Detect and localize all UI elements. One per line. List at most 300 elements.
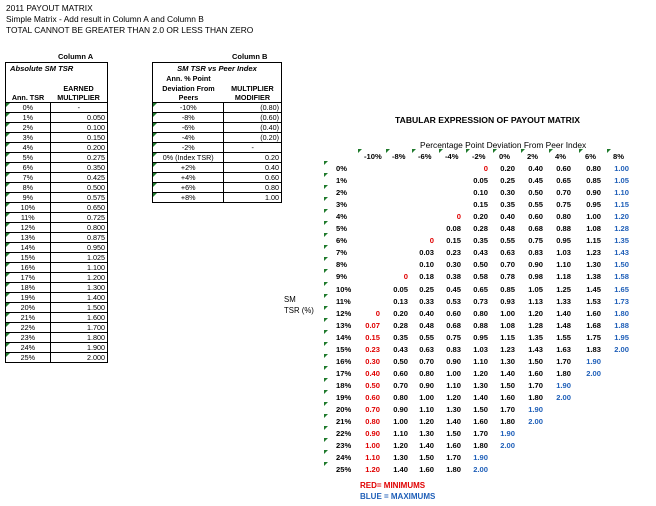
- matrix-cell: 0.60: [365, 392, 380, 402]
- matrix-row-label: 10%: [336, 284, 352, 294]
- matrix-cell: 1.63: [556, 344, 571, 354]
- matrix-cell: 1.25: [556, 284, 571, 294]
- matrix-cell: 1.90: [586, 356, 601, 366]
- matrix-cell: 0.78: [500, 272, 515, 282]
- matrix-cell: 0: [456, 212, 461, 222]
- column-a-multiplier: 1.500: [50, 303, 107, 313]
- matrix-cell: 0.35: [500, 200, 515, 210]
- matrix-column-header: -2%: [472, 152, 486, 161]
- matrix-cell: 1.23: [500, 344, 515, 354]
- column-b-deviation-header: Deviation From: [153, 84, 224, 93]
- column-b-peers-header: Peers: [153, 93, 224, 103]
- matrix-cell: 1.15: [586, 236, 601, 246]
- matrix-cell: 0.48: [500, 224, 515, 234]
- matrix-cell: 1.28: [614, 224, 629, 234]
- matrix-column-header: 6%: [585, 152, 596, 161]
- column-a-tsr: 2%: [6, 123, 51, 133]
- legend-blue: BLUE = MAXIMUMS: [360, 492, 436, 501]
- matrix-cell: 0.30: [365, 356, 380, 366]
- column-a-multiplier: 0.875: [50, 233, 107, 243]
- column-b-deviation: -10%: [153, 103, 224, 113]
- matrix-cell: 1.08: [586, 224, 601, 234]
- matrix-cell: 1.10: [473, 356, 488, 366]
- matrix-row-label: 20%: [336, 405, 352, 414]
- column-a-multiplier: 2.000: [50, 353, 107, 363]
- column-a-tsr: 16%: [6, 263, 51, 273]
- matrix-row-label: 0%: [336, 164, 347, 173]
- column-a-earned: EARNED: [50, 84, 107, 93]
- matrix-row-label: 16%: [336, 356, 352, 366]
- matrix-cell: 1.05: [528, 284, 543, 294]
- column-a-tsr: 3%: [6, 133, 51, 143]
- matrix-row-label: 21%: [336, 417, 352, 427]
- matrix-cell: 1.00: [614, 164, 629, 173]
- column-a-multiplier: 1.300: [50, 283, 107, 293]
- matrix-column-header: -10%: [364, 152, 382, 161]
- matrix-cell: 1.70: [446, 453, 461, 463]
- matrix-cell: 1.30: [393, 453, 408, 463]
- column-a-row: [6, 313, 108, 323]
- matrix-cell: 1.33: [556, 296, 571, 306]
- matrix-cell: 1.10: [556, 260, 571, 270]
- column-b-table: [152, 62, 282, 203]
- matrix-cell: 0.95: [586, 200, 601, 210]
- column-a-heading: Absolute SM TSR: [6, 63, 108, 74]
- matrix-column-header: 8%: [613, 152, 624, 161]
- matrix-cell: 2.00: [586, 368, 601, 378]
- matrix-cell: 1.20: [393, 441, 408, 451]
- matrix-cell: 1.95: [614, 332, 629, 342]
- column-a-row: [6, 193, 108, 203]
- matrix-cell: 0.20: [473, 212, 488, 222]
- matrix-column-header: 2%: [527, 152, 538, 161]
- column-a-row: [6, 233, 108, 243]
- matrix-cell: 1.83: [586, 344, 601, 354]
- matrix-row-label: 22%: [336, 429, 352, 439]
- matrix-cell: 1.45: [586, 284, 601, 294]
- matrix-row-label: 3%: [336, 200, 347, 210]
- matrix-cell: 0.30: [446, 260, 461, 270]
- column-b-heading: SM TSR vs Peer Index: [153, 63, 282, 74]
- matrix-cell: 1.00: [393, 417, 408, 427]
- matrix-cell: 0.83: [446, 344, 461, 354]
- matrix-cell: 0: [375, 308, 380, 318]
- column-a-tsr: 4%: [6, 143, 51, 153]
- column-b-deviation: +8%: [153, 193, 224, 203]
- matrix-cell: 0.28: [393, 320, 408, 330]
- matrix-cell: 1.90: [556, 380, 571, 390]
- matrix-cell: 1.68: [586, 320, 601, 330]
- column-a-tsr-header: Ann. TSR: [6, 93, 51, 103]
- column-a-tsr: 5%: [6, 153, 51, 163]
- matrix-cell: 0.25: [419, 284, 434, 294]
- matrix-cell: 0.90: [528, 260, 543, 270]
- column-a-row: [6, 343, 108, 353]
- matrix-cell: 0.50: [393, 356, 408, 366]
- column-a-multiplier: 0.150: [50, 133, 107, 143]
- column-a-row: [6, 183, 108, 193]
- matrix-row-label: 5%: [336, 224, 347, 234]
- matrix-cell: 0.10: [419, 260, 434, 270]
- column-b-row: [153, 193, 282, 203]
- matrix-cell: 0.55: [500, 236, 515, 246]
- matrix-cell: 0.15: [365, 332, 380, 342]
- matrix-cell: 1.20: [528, 308, 543, 318]
- matrix-cell: 0.80: [556, 212, 571, 222]
- matrix-cell: 0.70: [500, 260, 515, 270]
- column-b-modifier: (0.40): [224, 123, 282, 133]
- matrix-cell: 1.43: [614, 248, 629, 258]
- matrix-cell: 0.13: [393, 296, 408, 306]
- matrix-cell: 1.50: [473, 405, 488, 414]
- matrix-cell: 0.68: [528, 224, 543, 234]
- column-b-deviation: -8%: [153, 113, 224, 123]
- matrix-cell: 1.30: [586, 260, 601, 270]
- matrix-cell: 0.83: [528, 248, 543, 258]
- matrix-cell: 1.50: [500, 380, 515, 390]
- matrix-cell: 1.60: [446, 441, 461, 451]
- column-a-tsr: 18%: [6, 283, 51, 293]
- matrix-cell: 0.07: [365, 320, 380, 330]
- matrix-cell: 1.35: [614, 236, 629, 246]
- column-a-row: [6, 273, 108, 283]
- matrix-cell: 1.58: [614, 272, 629, 282]
- matrix-cell: 1.10: [365, 453, 380, 463]
- column-a-row: [6, 283, 108, 293]
- column-b-modifier: 1.00: [224, 193, 282, 203]
- column-b-row: [153, 133, 282, 143]
- matrix-cell: 0.95: [556, 236, 571, 246]
- column-a-multiplier: 1.700: [50, 323, 107, 333]
- matrix-cell: 1.30: [446, 405, 461, 414]
- column-a-tsr: 24%: [6, 343, 51, 353]
- matrix-row-label: 2%: [336, 188, 347, 198]
- column-a-multiplier: 1.200: [50, 273, 107, 283]
- column-b-deviation: +6%: [153, 183, 224, 193]
- column-b-deviation: +4%: [153, 173, 224, 183]
- matrix-cell: 0.80: [586, 164, 601, 173]
- matrix-cell: 1.20: [446, 392, 461, 402]
- matrix-cell: 1.40: [446, 417, 461, 427]
- column-b-deviation: -6%: [153, 123, 224, 133]
- legend-red: RED= MINIMUMS: [360, 481, 426, 490]
- column-a-tsr: 7%: [6, 173, 51, 183]
- matrix-cell: 1.20: [419, 417, 434, 427]
- column-a-tsr: 0%: [6, 103, 51, 113]
- matrix-cell: 2.00: [556, 392, 571, 402]
- column-a-tsr: 22%: [6, 323, 51, 333]
- matrix-cell: 1.00: [419, 392, 434, 402]
- matrix-cell: 0.10: [473, 188, 488, 198]
- matrix-cell: 0.43: [473, 248, 488, 258]
- column-a-tsr: 15%: [6, 253, 51, 263]
- matrix-cell: 0.90: [393, 405, 408, 414]
- matrix-cell: 1.20: [365, 465, 380, 475]
- matrix-cell: 0.40: [500, 212, 515, 222]
- matrix-cell: 0.23: [446, 248, 461, 258]
- matrix-cell: 0.80: [419, 368, 434, 378]
- matrix-cell: 1.55: [556, 332, 571, 342]
- column-b-modifier: 0.80: [224, 183, 282, 193]
- matrix-cell: 1.20: [614, 212, 629, 222]
- matrix-cell: 0.98: [528, 272, 543, 282]
- matrix-column-header: -4%: [445, 152, 459, 161]
- matrix-cell: 0.25: [500, 176, 515, 186]
- matrix-cell: 0.68: [446, 320, 461, 330]
- matrix-cell: 1.20: [473, 368, 488, 378]
- matrix-cell: 1.40: [419, 441, 434, 451]
- matrix-cell: 1.03: [556, 248, 571, 258]
- matrix-row-label: 6%: [336, 236, 347, 246]
- column-a-row: [6, 113, 108, 123]
- matrix-row-label: 14%: [336, 332, 352, 342]
- column-a-row: [6, 303, 108, 313]
- matrix-cell: 1.10: [446, 380, 461, 390]
- matrix-cell: 1.60: [586, 308, 601, 318]
- matrix-subtitle: Percentage Point Deviation From Peer Index: [420, 140, 587, 150]
- matrix-cell: 0.23: [365, 344, 380, 354]
- matrix-row-label: 13%: [336, 320, 352, 330]
- matrix-cell: 1.13: [528, 296, 543, 306]
- matrix-cell: 0.55: [419, 332, 434, 342]
- matrix-cell: 0.80: [365, 417, 380, 427]
- matrix-cell: 1.80: [528, 392, 543, 402]
- matrix-cell: 0.40: [419, 308, 434, 318]
- matrix-cell: 1.05: [614, 176, 629, 186]
- matrix-column-header: 0%: [499, 152, 510, 161]
- column-a-tsr: 8%: [6, 183, 51, 193]
- matrix-cell: 0.75: [556, 200, 571, 210]
- matrix-cell: 1.03: [473, 344, 488, 354]
- matrix-cell: 1.75: [586, 332, 601, 342]
- matrix-cell: 0.05: [473, 176, 488, 186]
- column-b-modifier: 0.60: [224, 173, 282, 183]
- matrix-cell: 1.70: [528, 380, 543, 390]
- matrix-cell: 1.00: [586, 212, 601, 222]
- doc-constraint: TOTAL CANNOT BE GREATER THAN 2.0 OR LESS THAN ZERO: [6, 25, 254, 35]
- matrix-side-label-sm: SM: [284, 295, 296, 304]
- matrix-cell: 0.60: [528, 212, 543, 222]
- matrix-cell: 0.80: [393, 392, 408, 402]
- matrix-cell: 1.50: [528, 356, 543, 366]
- matrix-cell: 1.30: [419, 429, 434, 439]
- column-a-multiplier: -: [50, 103, 107, 113]
- matrix-cell: 0.20: [393, 308, 408, 318]
- matrix-cell: 0.35: [393, 332, 408, 342]
- matrix-cell: 1.10: [419, 405, 434, 414]
- matrix-column-header: -6%: [418, 152, 432, 161]
- column-a-multiplier: 0.650: [50, 203, 107, 213]
- column-a-tsr: 20%: [6, 303, 51, 313]
- column-a-row: [6, 223, 108, 233]
- column-b-row: [153, 163, 282, 173]
- matrix-cell: 0: [403, 272, 408, 282]
- column-a-row: [6, 263, 108, 273]
- matrix-cell: 1.40: [556, 308, 571, 318]
- matrix-cell: 0.63: [500, 248, 515, 258]
- matrix-cell: 1.70: [500, 405, 515, 414]
- column-b-row: [153, 173, 282, 183]
- column-a-label: Column A: [58, 52, 94, 61]
- matrix-cell: 0.15: [446, 236, 461, 246]
- matrix-cell: 1.00: [500, 308, 515, 318]
- matrix-cell: 0.48: [419, 320, 434, 330]
- matrix-cell: 2.00: [500, 441, 515, 451]
- matrix-cell: 0.70: [419, 356, 434, 366]
- matrix-cell: 0: [429, 236, 434, 246]
- matrix-cell: 0.53: [446, 296, 461, 306]
- matrix-cell: 1.35: [528, 332, 543, 342]
- matrix-row-label: 24%: [336, 453, 352, 463]
- matrix-cell: 0.58: [473, 272, 488, 282]
- matrix-cell: 1.30: [473, 380, 488, 390]
- matrix-cell: 1.00: [446, 368, 461, 378]
- column-a-row: [6, 143, 108, 153]
- matrix-row-label: 15%: [336, 344, 352, 354]
- matrix-cell: 1.15: [614, 200, 629, 210]
- column-b-multiplier-header: MULTIPLIER: [224, 84, 282, 93]
- matrix-cell: 1.88: [614, 320, 629, 330]
- matrix-cell: 1.60: [419, 465, 434, 475]
- column-a-multiplier: 1.600: [50, 313, 107, 323]
- matrix-row-label: 17%: [336, 368, 352, 378]
- matrix-cell: 1.43: [528, 344, 543, 354]
- matrix-cell: 0.65: [556, 176, 571, 186]
- column-a-row: [6, 103, 108, 113]
- column-a-multiplier: 0.500: [50, 183, 107, 193]
- column-b-row: [153, 113, 282, 123]
- column-b-modifier: (0.60): [224, 113, 282, 123]
- matrix-cell: 1.65: [614, 284, 629, 294]
- matrix-cell: 0.70: [393, 380, 408, 390]
- matrix-cell: 0.95: [473, 332, 488, 342]
- matrix-cell: 0.50: [365, 380, 380, 390]
- matrix-cell: 1.80: [500, 417, 515, 427]
- matrix-cell: 0.70: [365, 405, 380, 414]
- matrix-cell: 1.40: [473, 392, 488, 402]
- column-a-multiplier: 0.350: [50, 163, 107, 173]
- column-a-tsr: 19%: [6, 293, 51, 303]
- matrix-cell: 0.80: [473, 308, 488, 318]
- matrix-cell: 0.43: [393, 344, 408, 354]
- column-a-multiplier: 1.400: [50, 293, 107, 303]
- matrix-cell: 1.60: [528, 368, 543, 378]
- matrix-cell: 1.28: [528, 320, 543, 330]
- column-a-multiplier: 0.050: [50, 113, 107, 123]
- column-a-tsr: 6%: [6, 163, 51, 173]
- column-a-row: [6, 243, 108, 253]
- matrix-cell: 0.60: [393, 368, 408, 378]
- column-a-tsr: 10%: [6, 203, 51, 213]
- column-b-deviation: 0% (Index TSR): [153, 153, 224, 163]
- column-a-row: [6, 203, 108, 213]
- matrix-cell: 1.60: [473, 417, 488, 427]
- matrix-cell: 0.45: [528, 176, 543, 186]
- matrix-cell: 1.53: [586, 296, 601, 306]
- matrix-cell: 0.65: [473, 284, 488, 294]
- column-a-multiplier: 0.725: [50, 213, 107, 223]
- matrix-row-label: 19%: [336, 392, 352, 402]
- matrix-cell: 1.73: [614, 296, 629, 306]
- matrix-cell: 1.00: [365, 441, 380, 451]
- matrix-column-header: -8%: [392, 152, 406, 161]
- matrix-cell: 1.50: [419, 453, 434, 463]
- column-b-row: [153, 143, 282, 153]
- column-b-modifier: -: [224, 143, 282, 153]
- column-a-row: [6, 353, 108, 363]
- matrix-cell: 0.90: [419, 380, 434, 390]
- matrix-cell: 0.85: [500, 284, 515, 294]
- matrix-row-label: 1%: [336, 176, 347, 186]
- matrix-cell: 1.40: [393, 465, 408, 475]
- matrix-cell: 0.60: [446, 308, 461, 318]
- column-a-row: [6, 153, 108, 163]
- column-a-multiplier: 0.425: [50, 173, 107, 183]
- column-b-row: [153, 123, 282, 133]
- matrix-cell: 1.10: [393, 429, 408, 439]
- column-a-row: [6, 133, 108, 143]
- matrix-cell: 1.38: [586, 272, 601, 282]
- column-a-multiplier: 1.100: [50, 263, 107, 273]
- matrix-cell: 2.00: [473, 465, 488, 475]
- matrix-cell: 1.90: [473, 453, 488, 463]
- column-b-row: [153, 103, 282, 113]
- column-a-row: [6, 253, 108, 263]
- column-a-row: [6, 163, 108, 173]
- matrix-cell: 0.73: [473, 296, 488, 306]
- matrix-row-label: 9%: [336, 272, 347, 282]
- matrix-title: TABULAR EXPRESSION OF PAYOUT MATRIX: [395, 115, 580, 125]
- matrix-row-label: 7%: [336, 248, 347, 258]
- matrix-cell: 0.75: [528, 236, 543, 246]
- matrix-row-label: 12%: [336, 308, 352, 318]
- matrix-cell: 1.90: [500, 429, 515, 439]
- matrix-cell: 0.05: [393, 284, 408, 294]
- matrix-cell: 1.48: [556, 320, 571, 330]
- matrix-row-label: 8%: [336, 260, 347, 270]
- matrix-cell: 1.90: [528, 405, 543, 414]
- column-b-modifier-header: MODIFIER: [224, 93, 282, 103]
- column-a-tsr: 9%: [6, 193, 51, 203]
- matrix-cell: 2.00: [614, 344, 629, 354]
- column-b-modifier: (0.20): [224, 133, 282, 143]
- matrix-cell: 0.55: [528, 200, 543, 210]
- column-a-tsr: 1%: [6, 113, 51, 123]
- column-b-modifier: 0.40: [224, 163, 282, 173]
- matrix-cell: 1.23: [586, 248, 601, 258]
- matrix-cell: 0.28: [473, 224, 488, 234]
- column-b-modifier: (0.80): [224, 103, 282, 113]
- matrix-cell: 2.00: [528, 417, 543, 427]
- matrix-cell: 1.50: [446, 429, 461, 439]
- matrix-cell: 1.18: [556, 272, 571, 282]
- matrix-cell: 0.60: [556, 164, 571, 173]
- matrix-cell: 0.33: [419, 296, 434, 306]
- column-a-row: [6, 213, 108, 223]
- column-b-modifier: 0.20: [224, 153, 282, 163]
- column-a-tsr: 13%: [6, 233, 51, 243]
- matrix-cell: 0.18: [419, 272, 434, 282]
- column-b-label: Column B: [232, 52, 268, 61]
- column-a-row: [6, 123, 108, 133]
- column-a-multiplier: 1.025: [50, 253, 107, 263]
- matrix-cell: 0.90: [586, 188, 601, 198]
- column-a-multiplier: 0.575: [50, 193, 107, 203]
- matrix-cell: 0.85: [586, 176, 601, 186]
- matrix-cell: 0.90: [365, 429, 380, 439]
- column-a-tsr: 11%: [6, 213, 51, 223]
- matrix-cell: 1.80: [614, 308, 629, 318]
